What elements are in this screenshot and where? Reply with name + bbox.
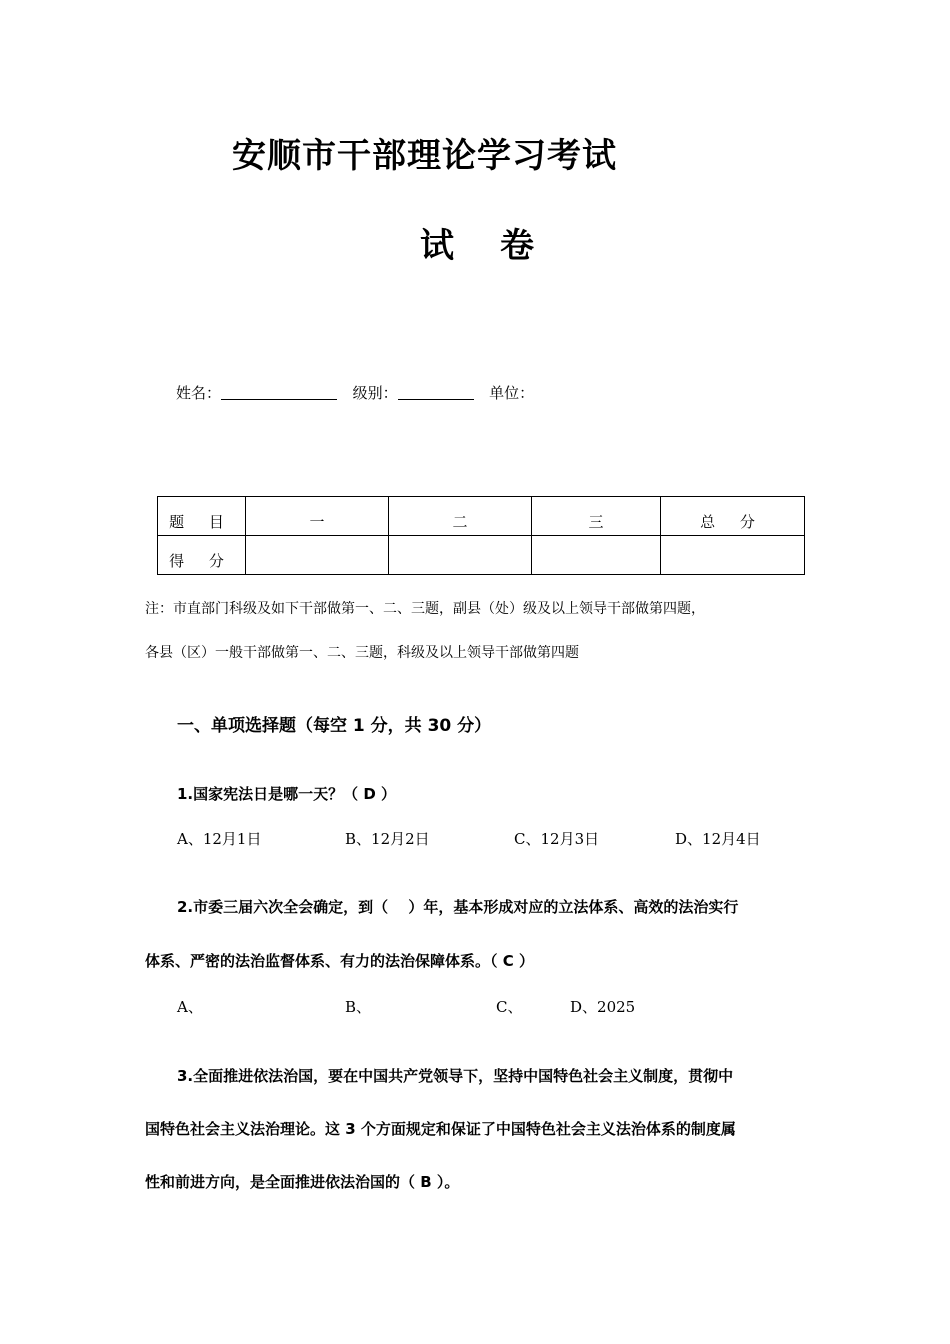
- score-cell-3[interactable]: [532, 536, 661, 575]
- q2-option-c: C、: [496, 998, 523, 1016]
- score-table-header-row: [158, 497, 805, 536]
- q2-option-b: B、: [345, 998, 372, 1016]
- question-3-line-3: 性和前进方向，是全面推进依法治国的（ B ）。: [145, 1173, 460, 1191]
- question-3-line-2: 国特色社会主义法治理论。这 3 个方面规定和保证了中国特色社会主义法治体系的制度属: [145, 1120, 736, 1138]
- header-cell-3: 三: [532, 497, 661, 536]
- subtitle-char-1: 试: [420, 226, 454, 266]
- header-cell-2: 二: [389, 497, 532, 536]
- note-line-1: 注：市直部门科级及如下干部做第一、二、三题，副县（处）级及以上领导干部做第四题，: [145, 601, 705, 617]
- q1-option-c: C、12月3日: [514, 830, 600, 848]
- level-label: 级别：: [352, 384, 398, 402]
- exam-title: 安顺市干部理论学习考试: [232, 136, 617, 176]
- header-cell-item: 题 目: [158, 497, 246, 536]
- score-cell-1[interactable]: [246, 536, 389, 575]
- question-1: 1.国家宪法日是哪一天？（ D ）: [177, 785, 397, 803]
- score-table-score-row: [158, 536, 805, 575]
- subtitle-char-2: 卷: [500, 226, 534, 266]
- q2-option-d: D、2025: [570, 998, 636, 1016]
- score-table: [157, 496, 805, 575]
- question-2-line-2: 体系、严密的法治监督体系、有力的法治保障体系。（ C ）: [145, 952, 534, 970]
- score-cell-total[interactable]: [661, 536, 805, 575]
- question-2-line-1: 2.市委三届六次全会确定，到（ ）年，基本形成对应的立法体系、高效的法治实行: [177, 898, 739, 916]
- name-blank[interactable]: [221, 385, 337, 400]
- section-heading: 一、单项选择题（每空 1 分，共 30 分）: [177, 716, 492, 736]
- q1-option-b: B、12月2日: [345, 830, 430, 848]
- candidate-info: [176, 382, 534, 403]
- q1-option-a: A、12月1日: [177, 830, 262, 848]
- score-cell-2[interactable]: [389, 536, 532, 575]
- header-cell-total: 总 分: [661, 497, 805, 536]
- level-blank[interactable]: [398, 385, 474, 400]
- name-label: 姓名：: [176, 384, 222, 402]
- question-3-line-1: 3.全面推进依法治国，要在中国共产党领导下，坚持中国特色社会主义制度，贯彻中: [177, 1067, 734, 1085]
- q1-option-d: D、12月4日: [675, 830, 761, 848]
- q2-option-a: A、: [177, 998, 203, 1016]
- note-line-2: 各县（区）一般干部做第一、二、三题，科级及以上领导干部做第四题: [145, 645, 579, 661]
- score-row-label: 得 分: [158, 536, 246, 575]
- header-cell-1: 一: [246, 497, 389, 536]
- exam-subtitle: [420, 218, 534, 267]
- unit-label: 单位：: [489, 384, 535, 402]
